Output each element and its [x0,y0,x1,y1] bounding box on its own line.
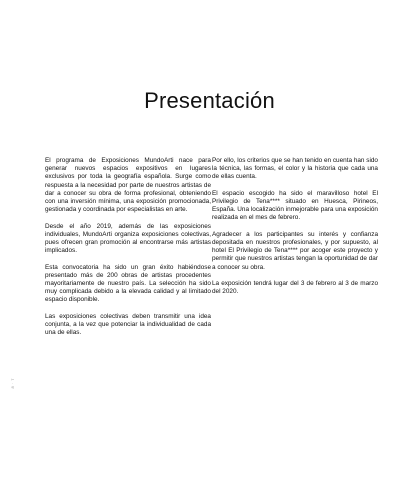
paragraph: El programa de Exposiciones MundoArti nace para generar nuevos espacios expositivos en lugares exclusivos por toda la geografía española. Surge como respuesta a la necesidad por parte de nuestros artistas de dar a conocer su obra de forma profesional, obteniendo con una inversión mínima, una exposición promocionada, gestionada y coordinada por especialistas en arte. [45,157,211,214]
right-text-column [212,157,378,305]
left-text-column [45,157,211,346]
paragraph: Desde el año 2019, además de las exposiciones individuales, MundoArti organiza exposiciones colectivas, pues ofrecen gran promoción al encontrarse más artistas implicados. [45,222,211,255]
paragraph: Por ello, los criterios que se han tenido en cuenta han sido la técnica, las formas, el color y la historia que cada una de ellas cuenta. [212,157,378,181]
paragraph: Agradecer a los participantes su interés y confianza depositada en nuestros profesionales, y por supuesto, al hotel El Privilegio de Tena**** por acoger este proyecto y permitir que nuestros artistas tengan la oportunidad de dar a conocer su obra. [212,230,378,271]
paragraph: Esta convocatoria ha sido un gran éxito habiéndose presentado más de 200 obras de artistas procedentes mayoritariamente de nuestro país. La selección ha sido muy complicada debido a la elevada calidad y al limitado espacio disponible. [45,263,211,304]
paragraph: La exposición tendrá lugar del 3 de febrero al 3 de marzo del 2020. [212,280,378,296]
margin-mark: 8 · 7 [10,378,15,389]
page-title: Presentación [144,88,275,113]
paragraph: Las exposiciones colectivas deben transmitir una idea conjunta, a la vez que potenciar la individualidad de cada una de ellas. [45,312,211,337]
paragraph: El espacio escogido ha sido el maravilloso hotel El Privilegio de Tena**** situado en Huesca, Pirineos, España. Una localización inmejorable para una exposición realizada en el mes de febrero. [212,189,378,222]
